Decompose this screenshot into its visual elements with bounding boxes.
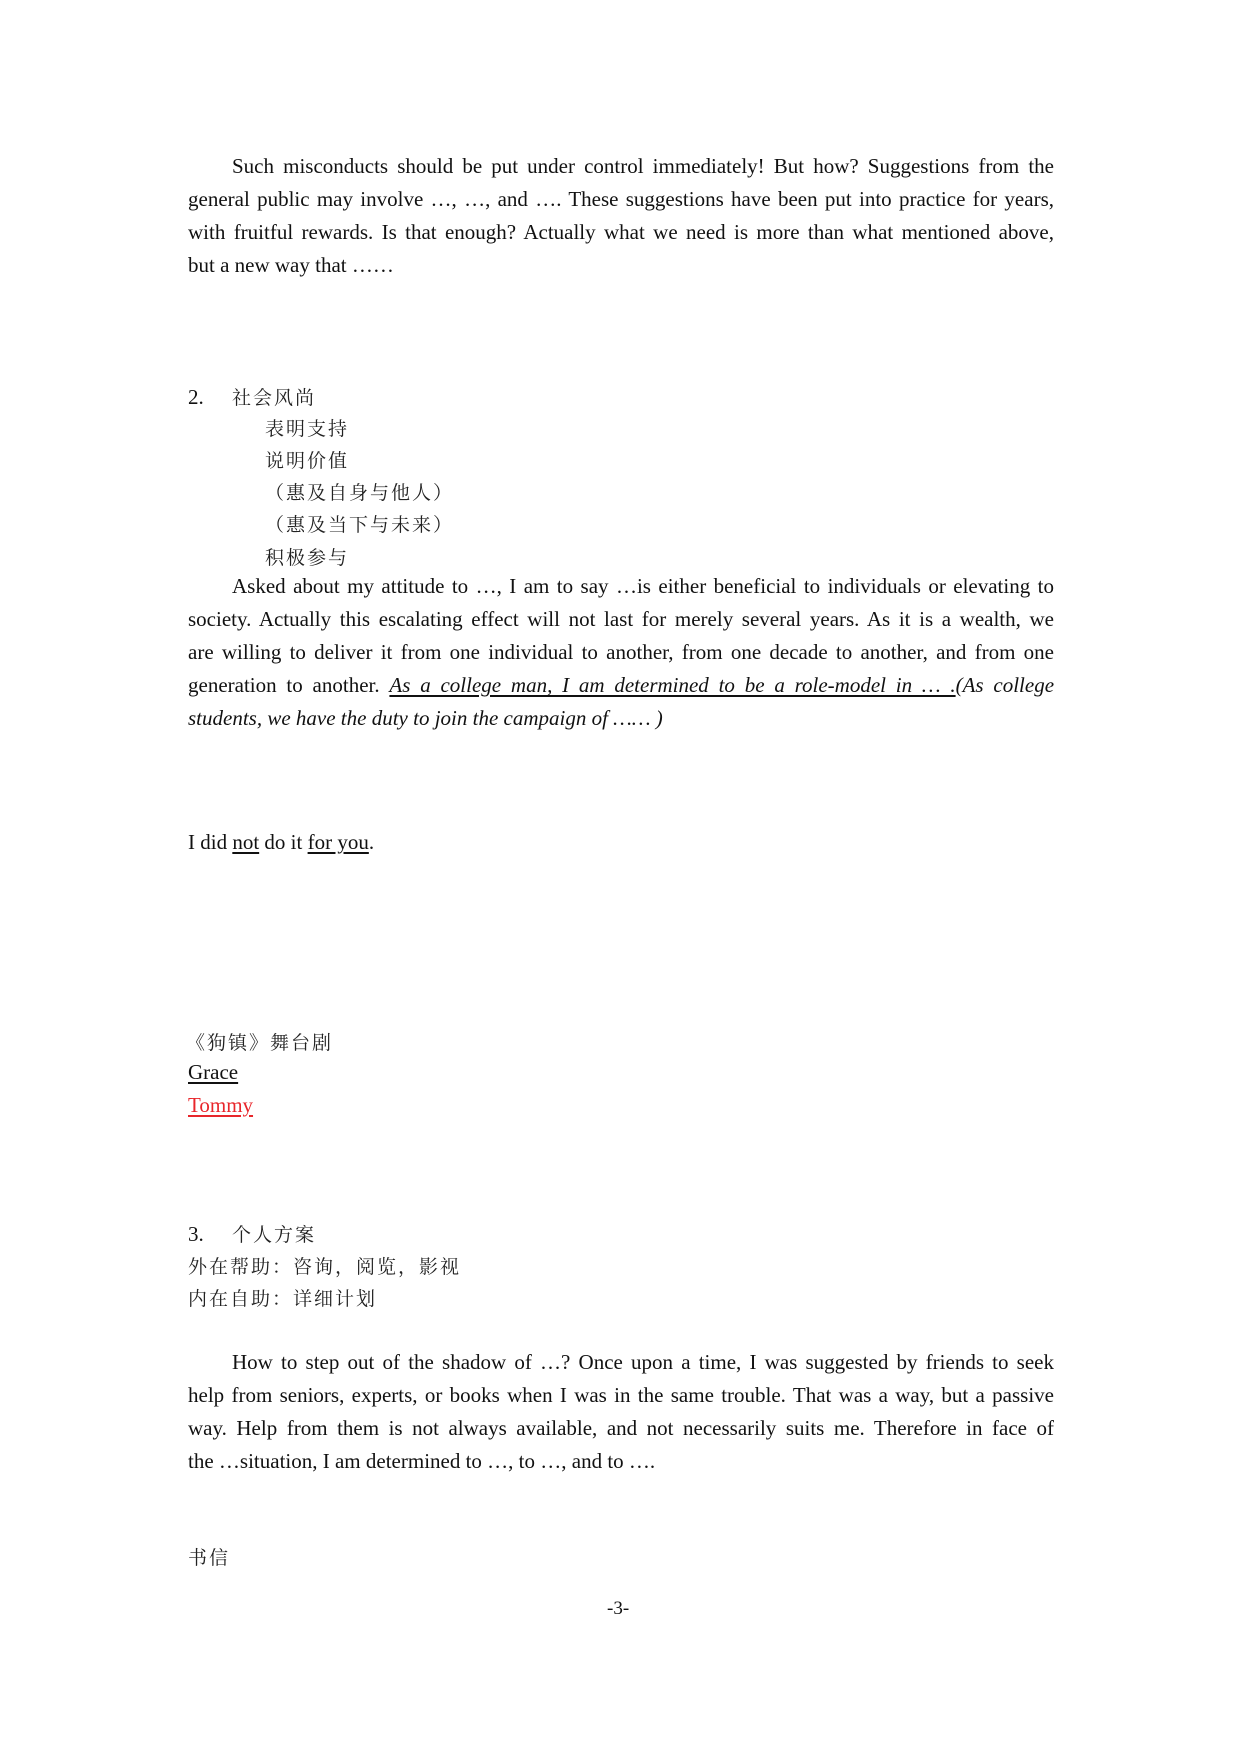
paragraph-line: How to step out of the shadow of …? Once upon a time, I was suggested by friends to seek	[232, 1350, 1054, 1374]
character-name: Grace	[188, 1060, 239, 1084]
character-name-highlighted: Tommy	[188, 1093, 254, 1117]
paragraph-line: help from seniors, experts, or books when I was in the same trouble. That was a way, but a passive	[188, 1383, 1054, 1407]
paragraph-shadow	[188, 1346, 1054, 1478]
sentence-part: I did	[188, 830, 233, 854]
play-title: 《狗镇》舞台剧	[186, 1032, 334, 1054]
paragraph-line: Asked about my attitude to …, I am to say …is either beneficial to individuals or elevating to	[232, 574, 1054, 598]
section-2-title: 社会风尚	[232, 387, 317, 409]
underlined-phrase: for you	[307, 830, 369, 854]
outline-item: （惠及当下与未来）	[265, 514, 455, 536]
emphasized-sentence: As a college man, I am determined to be a role-model in … .	[389, 673, 956, 697]
page-number: -3-	[607, 1598, 630, 1619]
section-3-line: 内在自助：详细计划	[188, 1288, 378, 1310]
paragraph-line: way. Help from them is not always available, and not necessarily suits me. Therefore in face of	[188, 1416, 1054, 1440]
paragraph-misconducts	[188, 150, 1054, 282]
letter-heading: 书信	[188, 1547, 231, 1569]
sentence-part: .	[368, 830, 375, 854]
paragraph-line: society. Actually this escalating effect will not last for merely several years. As it is a wealth, we	[188, 607, 1054, 631]
section-3-line: 外在帮助：咨询，阅览，影视	[188, 1256, 462, 1278]
paragraph-line: Such misconducts should be put under control immediately! But how? Suggestions from the	[232, 154, 1054, 178]
sentence-did-not	[188, 830, 374, 855]
sentence-part: do it	[259, 830, 308, 854]
paragraph-line: the …situation, I am determined to …, to …, and to ….	[188, 1449, 656, 1473]
paragraph-line: with fruitful rewards. Is that enough? Actually what we need is more than what mentioned above,	[188, 220, 1054, 244]
outline-item: 积极参与	[265, 547, 350, 569]
outline-item: 说明价值	[265, 450, 350, 472]
paragraph-text: generation to another.	[188, 673, 380, 697]
section-3-number: 3.	[188, 1222, 204, 1246]
outline-item: （惠及自身与他人）	[265, 482, 455, 504]
outline-item: 表明支持	[265, 418, 350, 440]
paragraph-line: but a new way that ……	[188, 253, 394, 277]
section-3-title: 个人方案	[232, 1224, 317, 1246]
paragraph-line-mixed	[188, 669, 1054, 702]
section-2-number: 2.	[188, 385, 204, 409]
paragraph-line: general public may involve …, …, and …. These suggestions have been put into practice for years,	[188, 187, 1054, 211]
paragraph-line: students, we have the duty to join the campaign of …… )	[188, 706, 663, 730]
paragraph-attitude	[188, 570, 1054, 735]
underlined-word: not	[232, 830, 260, 854]
paragraph-line: are willing to deliver it from one individual to another, from one decade to another, and from one	[188, 640, 1054, 664]
italic-text: (As college	[955, 673, 1055, 697]
